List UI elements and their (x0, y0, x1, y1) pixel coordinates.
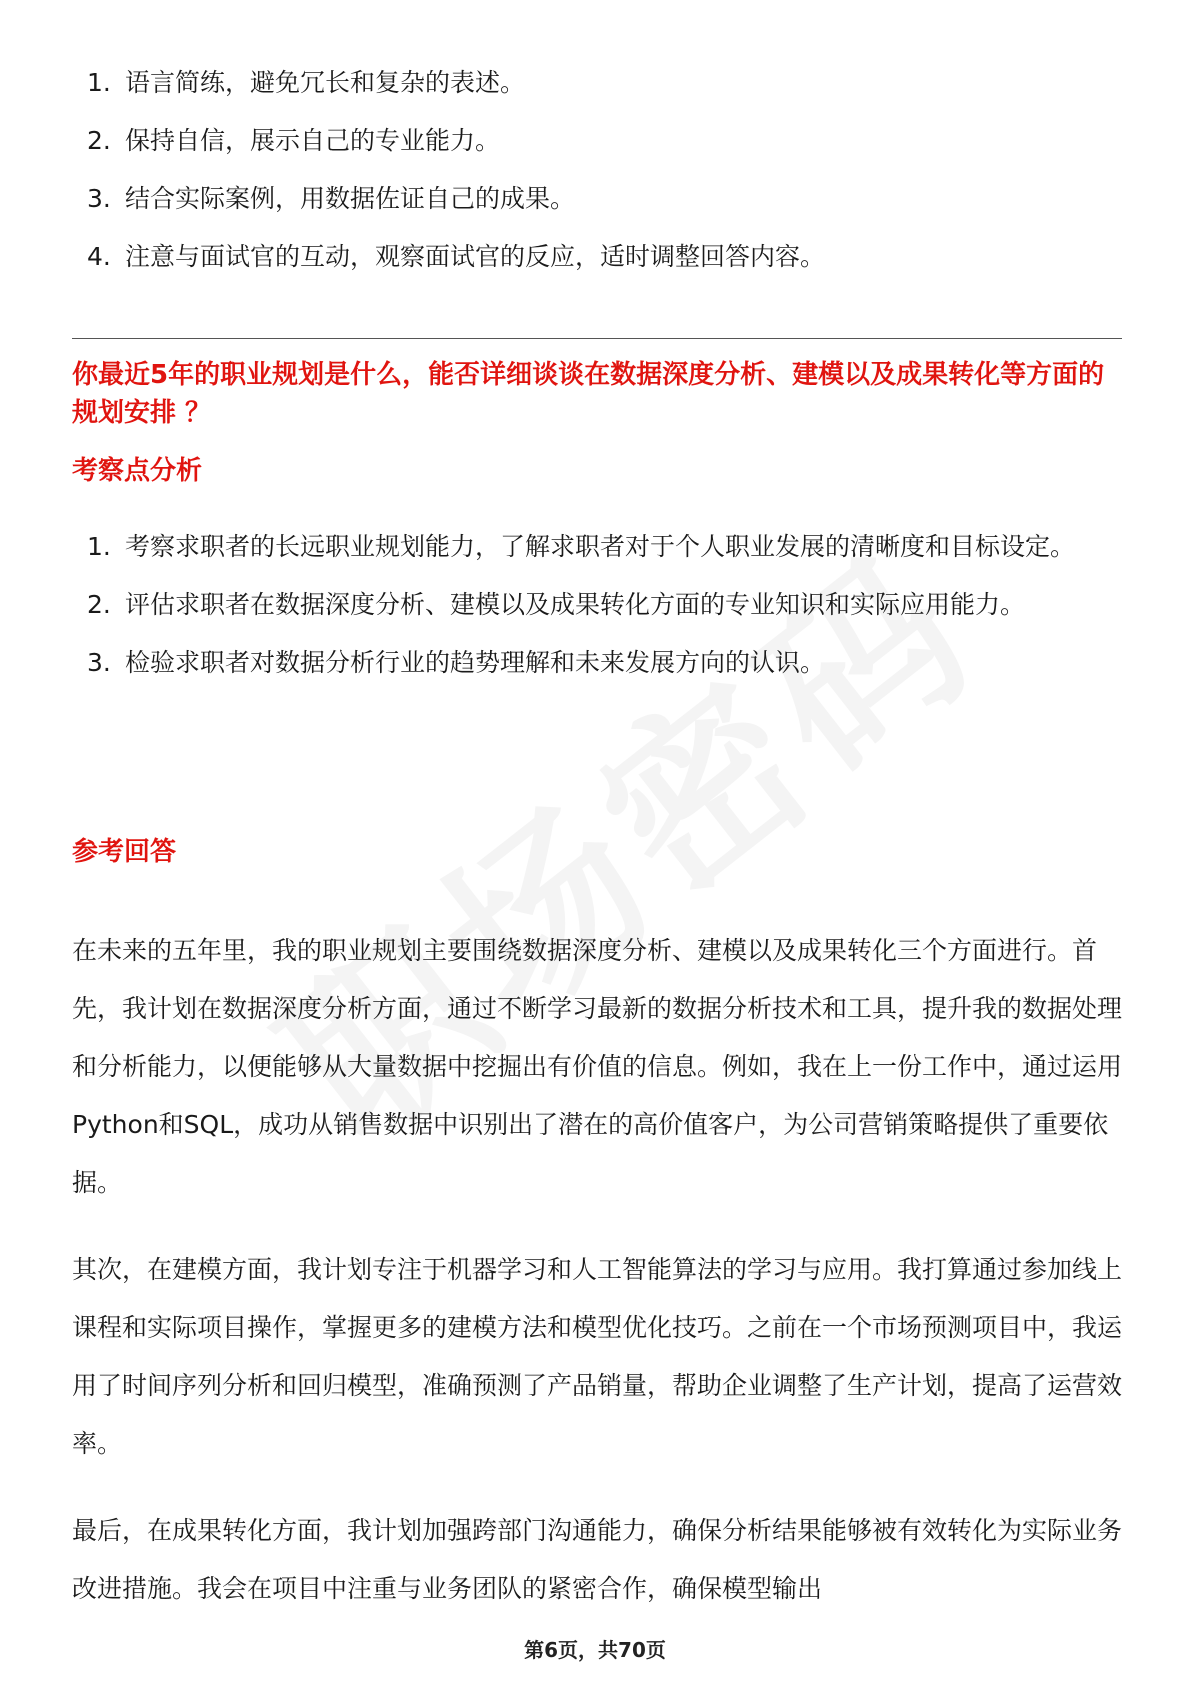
list-number: 3. (87, 648, 111, 677)
answer-paragraph: 在未来的五年里，我的职业规划主要围绕数据深度分析、建模以及成果转化三个方面进行。首先，我计划在数据深度分析方面，通过不断学习最新的数据分析技术和工具，提升我的数据处理和分析能力，以便能够从大量数据中挖掘出有价值的信息。例如，我在上一份工作中，通过运用Python和SQL，成功从销售数据中识别出了潜在的高价值客户，为公司营销策略提供了重要依据。 (72, 936, 1123, 1197)
question-title: 你最近5年的职业规划是什么，能否详细谈谈在数据深度分析、建模以及成果转化等方面的规划安排 ？ (72, 360, 1105, 428)
tips-list (72, 54, 1122, 286)
list-text: 结合实际案例，用数据佐证自己的成果。 (125, 184, 576, 213)
list-number: 1. (87, 532, 111, 561)
list-text: 检验求职者对数据分析行业的趋势理解和未来发展方向的认识。 (125, 648, 826, 677)
list-text: 语言简练，避免冗长和复杂的表述。 (125, 68, 526, 97)
list-text: 评估求职者在数据深度分析、建模以及成果转化方面的专业知识和实际应用能力。 (125, 590, 1026, 619)
list-item (72, 518, 1122, 576)
analysis-list (72, 518, 1122, 692)
answer-heading: 参考回答 (72, 837, 177, 867)
list-text: 考察求职者的长远职业规划能力，了解求职者对于个人职业发展的清晰度和目标设定。 (125, 532, 1076, 561)
list-number: 1. (87, 68, 111, 97)
list-item (72, 228, 1122, 286)
list-item (72, 576, 1122, 634)
list-item (72, 112, 1122, 170)
page-number: 第6页，共70页 (524, 1638, 666, 1662)
answer-paragraph: 最后，在成果转化方面，我计划加强跨部门沟通能力，确保分析结果能够被有效转化为实际业务改进措施。我会在项目中注重与业务团队的紧密合作，确保模型输出 (72, 1516, 1123, 1603)
list-text: 注意与面试官的互动，观察面试官的反应，适时调整回答内容。 (125, 242, 826, 271)
list-number: 3. (87, 184, 111, 213)
section-divider (72, 338, 1122, 339)
list-number: 4. (87, 242, 111, 271)
list-number: 2. (87, 126, 111, 155)
list-number: 2. (87, 590, 111, 619)
list-item (72, 54, 1122, 112)
list-item (72, 634, 1122, 692)
list-item (72, 170, 1122, 228)
answer-paragraph: 其次，在建模方面，我计划专注于机器学习和人工智能算法的学习与应用。我打算通过参加线上课程和实际项目操作，掌握更多的建模方法和模型优化技巧。之前在一个市场预测项目中，我运用了时间序列分析和回归模型，准确预测了产品销量，帮助企业调整了生产计划，提高了运营效率。 (72, 1255, 1123, 1458)
list-text: 保持自信，展示自己的专业能力。 (125, 126, 501, 155)
analysis-heading: 考察点分析 (72, 456, 203, 486)
